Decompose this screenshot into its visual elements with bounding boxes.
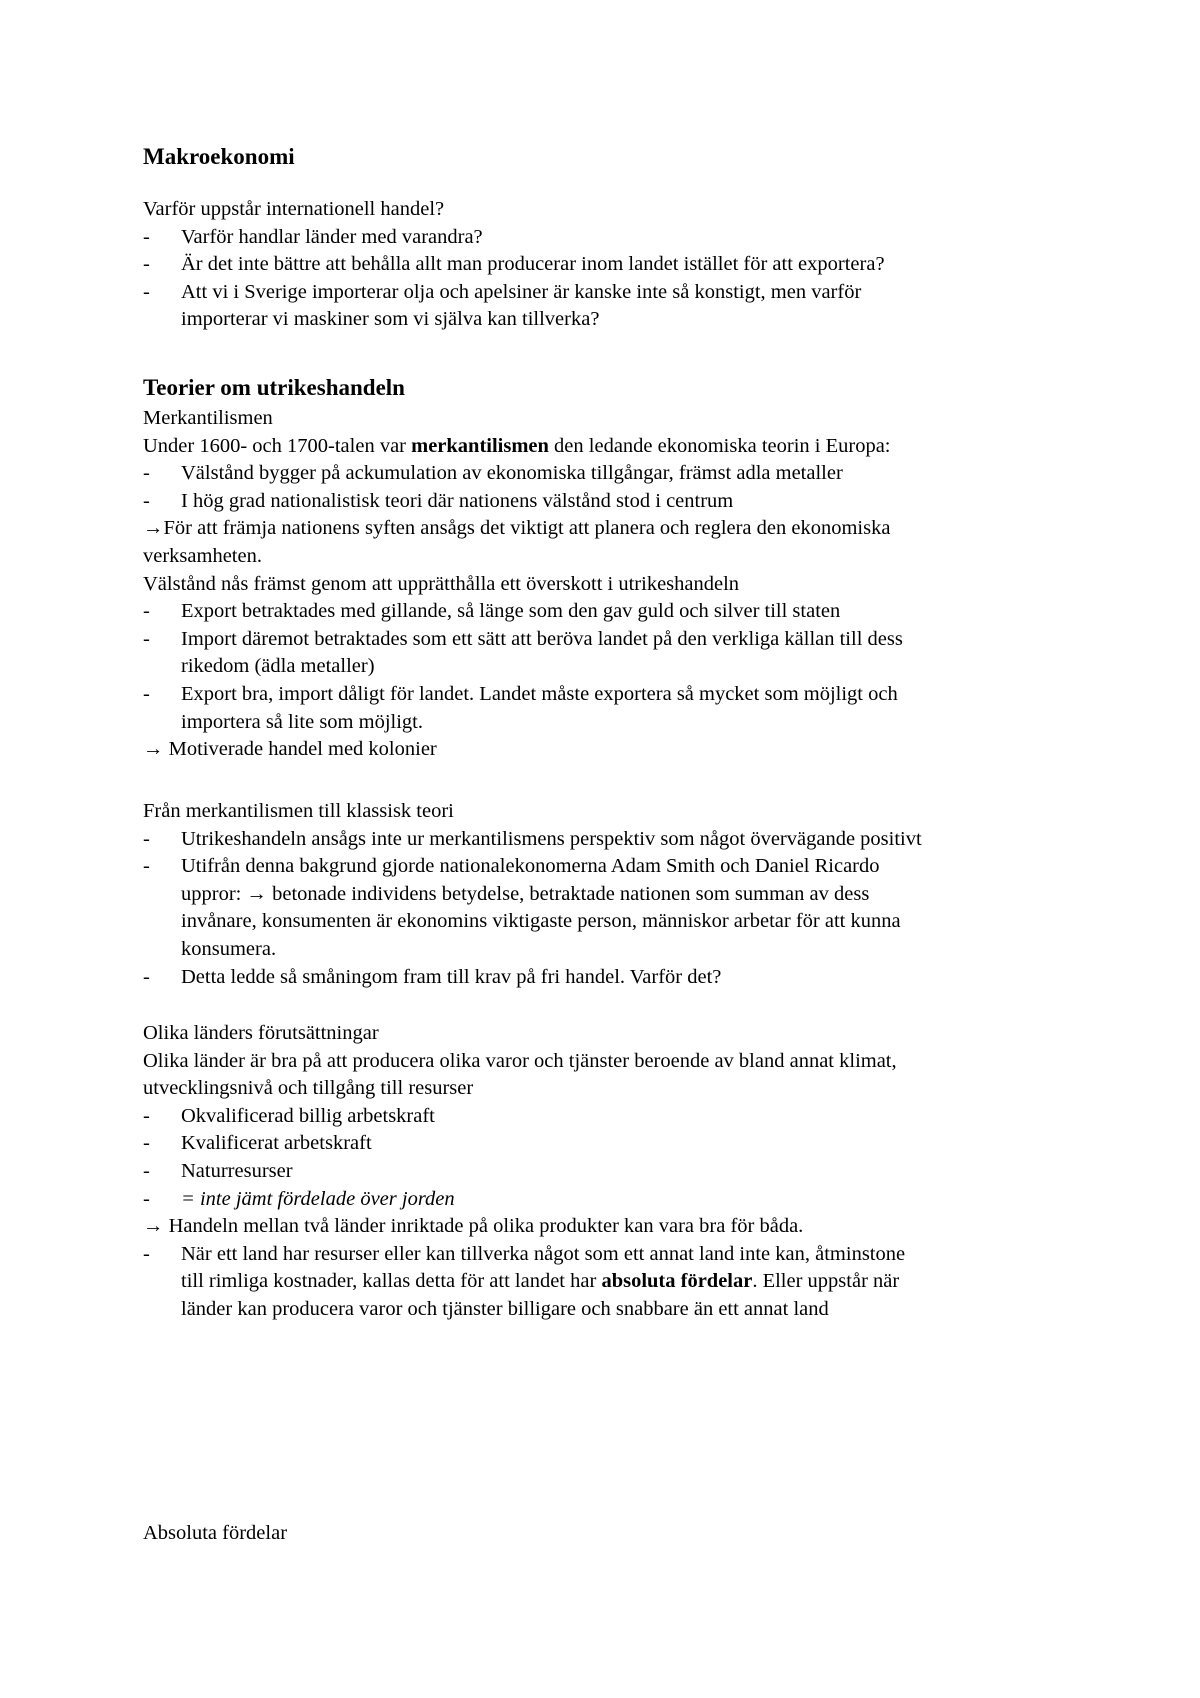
bullet-dash: - bbox=[143, 489, 150, 512]
paragraph: Välstånd nås främst genom att upprätthålla ett överskott i utrikeshandeln bbox=[143, 572, 740, 595]
subheading-merkantilism: Merkantilismen bbox=[143, 407, 273, 429]
list-item: - Utrikeshandeln ansågs inte ur merkantilismens perspektiv som något övervägande positivt bbox=[143, 826, 1063, 854]
subheading-countries: Olika länders förutsättningar bbox=[143, 1022, 379, 1044]
bullet-dash: - bbox=[143, 682, 150, 705]
bullet-dash: - bbox=[143, 253, 150, 276]
list-item: - Varför handlar länder med varandra? bbox=[143, 224, 1063, 252]
bullet-dash: - bbox=[143, 1132, 150, 1155]
paragraph: Under 1600- och 1700-talen var merkantilismen den ledande ekonomiska teorin i Europa: bbox=[143, 434, 891, 457]
footer-heading: Absoluta fördelar bbox=[143, 1522, 288, 1544]
list-item: - Import däremot betraktades som ett sätt att beröva landet på den verkliga källan till dess rikedom (ädla metaller) bbox=[143, 627, 903, 678]
arrow-icon: → bbox=[143, 517, 164, 540]
list-item: - Att vi i Sverige importerar olja och apelsiner är kanske inte så konstigt, men varför importerar vi maskiner som vi själva kan tillverka? bbox=[143, 280, 862, 331]
section-heading: Teorier om utrikeshandeln bbox=[143, 375, 405, 400]
classic-theory-block bbox=[143, 798, 1063, 991]
arrow-icon: → bbox=[246, 882, 267, 905]
bullet-dash: - bbox=[143, 280, 150, 303]
arrow-paragraph: → Handeln mellan två länder inriktade på olika produkter kan vara bra för båda. bbox=[143, 1215, 804, 1238]
page-title: Makroekonomi bbox=[143, 144, 295, 169]
subheading-classic: Från merkantilismen till klassisk teori bbox=[143, 800, 454, 822]
list-item: - Välstånd bygger på ackumulation av ekonomiska tillgångar, främst adla metaller bbox=[143, 460, 1063, 488]
bullet-dash: - bbox=[143, 827, 150, 850]
bullet-dash: - bbox=[143, 1187, 150, 1210]
arrow-paragraph: →För att främja nationens syften ansågs det viktigt att planera och reglera den ekonomiska bbox=[143, 517, 891, 540]
bullet-dash: - bbox=[143, 462, 150, 485]
bullet-dash: - bbox=[143, 1242, 150, 1265]
bullet-dash: - bbox=[143, 600, 150, 623]
intro-block bbox=[143, 196, 1063, 334]
countries-block: Olika länders förutsättningar Olika länder är bra på att producera olika varor och tjänster beroende av bland annat klimat, utvecklingsnivå och tillgång till resurser - Okvalificerad billig arbetskraft - Kvalificerat arbetskraft - Naturresurser - = inte jämt fördelade över jorden → Handeln mellan två länder inriktade på olika produkter kan vara bra för båda. - När ett land har resurser eller kan tillverka något som ett annat land inte kan, åtminstone till rimliga kostnader, kallas detta för att landet har absoluta fördelar. Eller uppstår när länder kan producera varor och tjänster billigare och snabbare än ett annat land bbox=[143, 1020, 1063, 1324]
arrow-icon: → bbox=[143, 738, 164, 761]
bullet-dash: - bbox=[143, 855, 150, 878]
arrow-paragraph: → Motiverade handel med kolonier bbox=[143, 738, 437, 761]
list-item: - Export betraktades med gillande, så länge som den gav guld och silver till staten bbox=[143, 598, 1063, 626]
list-item: - Okvalificerad billig arbetskraft bbox=[143, 1103, 1063, 1131]
list-item: - Är det inte bättre att behålla allt man producerar inom landet istället för att exportera? bbox=[143, 251, 1063, 279]
list-item: - = inte jämt fördelade över jorden bbox=[143, 1186, 1063, 1214]
list-item: - Utifrån denna bakgrund gjorde nationalekonomerna Adam Smith och Daniel Ricardo uppror: → betonade individens betydelse, betraktade nationen som summan av dess invånare, konsumenten är ekonomins viktigaste person, människor arbetar för att kunna konsumera. bbox=[143, 855, 901, 960]
bullet-dash: - bbox=[143, 1159, 150, 1182]
list-item: - Kvalificerat arbetskraft bbox=[143, 1130, 1063, 1158]
bullet-dash: - bbox=[143, 965, 150, 988]
list-item: - I hög grad nationalistisk teori där nationens välstånd stod i centrum bbox=[143, 488, 1063, 516]
list-item: - När ett land har resurser eller kan tillverka något som ett annat land inte kan, åtminstone till rimliga kostnader, kallas detta för att landet har absoluta fördelar. Eller uppstår när länder kan producera varor och tjänster billigare och snabbare än ett annat land bbox=[143, 1242, 906, 1320]
paragraph: Olika länder är bra på att producera olika varor och tjänster beroende av bland annat klimat, bbox=[143, 1049, 897, 1072]
arrow-icon: → bbox=[143, 1215, 164, 1238]
intro-question: Varför uppstår internationell handel? bbox=[143, 198, 445, 220]
merkantilism-block: Merkantilismen Under 1600- och 1700-talen var merkantilismen den ledande ekonomiska teorin i Europa: - Välstånd bygger på ackumulation av ekonomiska tillgångar, främst adla metaller - I hög grad nationalistisk teori där nationens välstånd stod i centrum →För att främja nationens syften ansågs det viktigt att planera och reglera den ekonomiska verksamheten. Välstånd nås främst genom att upprätthålla ett överskott i utrikeshandeln - Export betraktades med gillande, så länge som den gav guld och silver till staten - Import däremot betraktades som ett sätt att beröva landet på den verkliga källan till dess rikedom (ädla metaller) - Export bra, import dåligt för landet. Landet måste exportera så mycket som möjligt och importera så lite som möjligt. → Motiverade handel med kolonier bbox=[143, 405, 1063, 764]
list-item: - Naturresurser bbox=[143, 1158, 1063, 1186]
bullet-dash: - bbox=[143, 627, 150, 650]
list-item: - Detta ledde så småningom fram till krav på fri handel. Varför det? bbox=[143, 964, 1063, 992]
bullet-dash: - bbox=[143, 225, 150, 248]
bullet-dash: - bbox=[143, 1104, 150, 1127]
list-item: - Export bra, import dåligt för landet. Landet måste exportera så mycket som möjligt och importera så lite som möjligt. bbox=[143, 682, 898, 733]
